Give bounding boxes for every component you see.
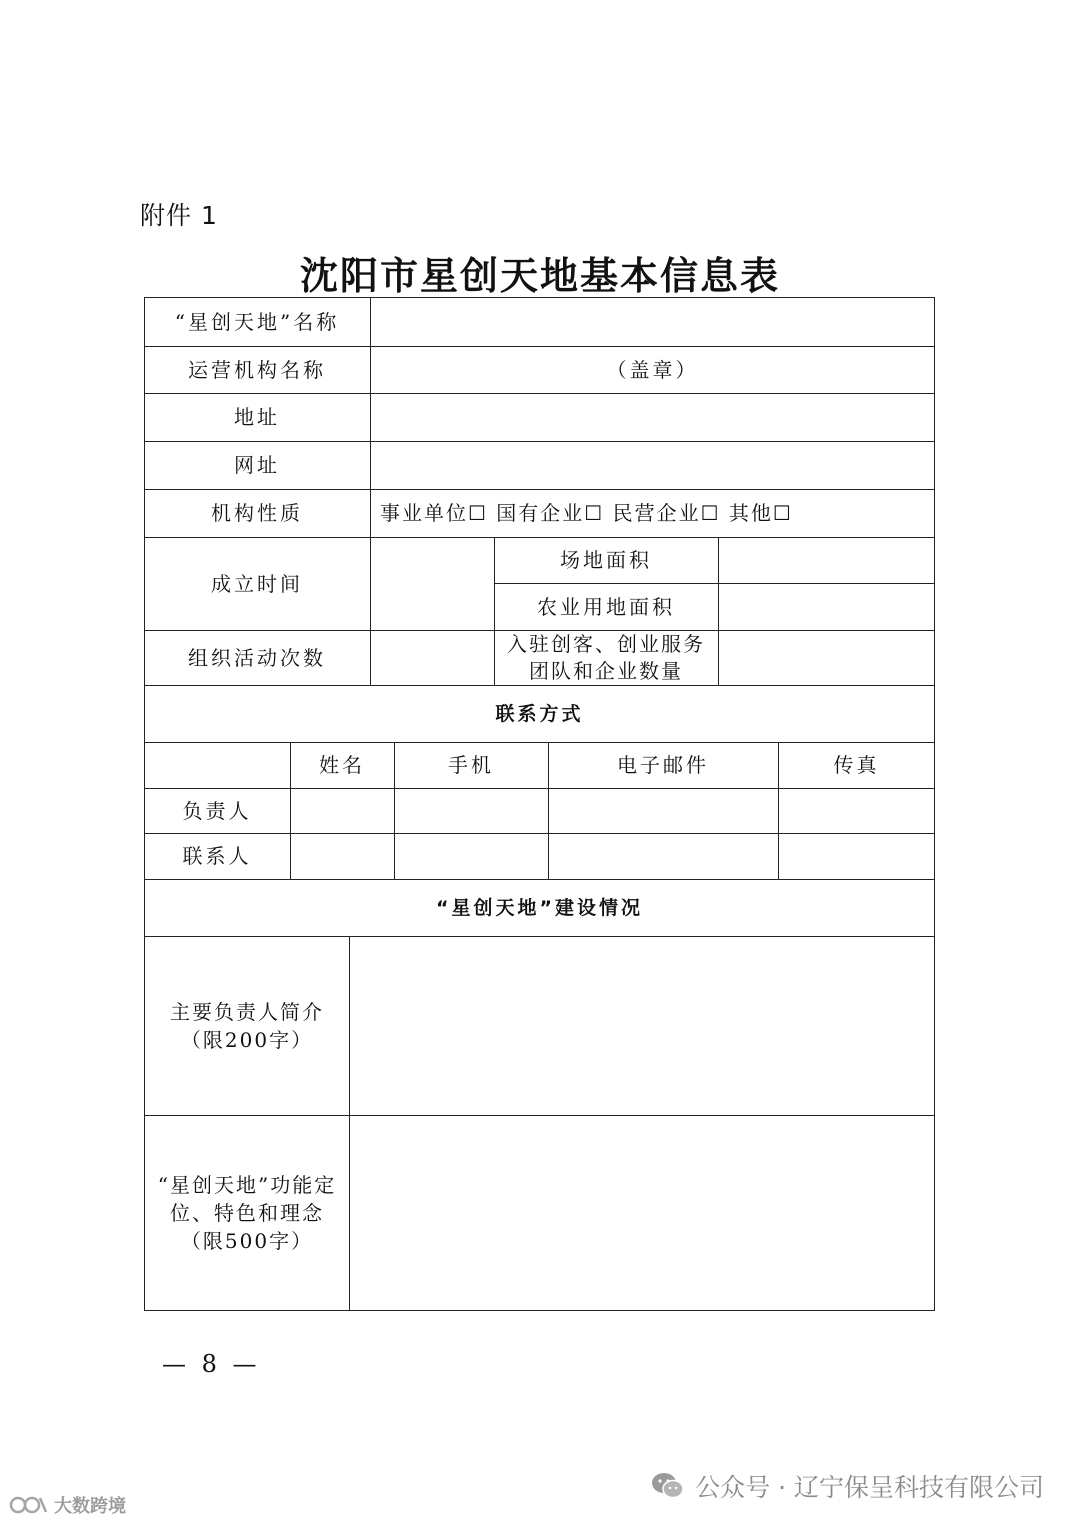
label-leader-intro: 主要负责人简介（限200字）: [170, 999, 324, 1052]
column-header-fax: 传真: [833, 753, 880, 777]
field-activities[interactable]: [370, 630, 494, 685]
field-name[interactable]: [370, 297, 935, 346]
section-contact: 联系方式: [495, 702, 584, 725]
field-farm-area[interactable]: [718, 583, 935, 630]
page-number: — 8 —: [162, 1350, 261, 1378]
column-header-mobile: 手机: [448, 753, 494, 777]
field-leader-intro[interactable]: [349, 936, 935, 1115]
label-name: “星创天地”名称: [174, 309, 340, 334]
field-contact-mobile[interactable]: [394, 833, 548, 879]
field-site-area[interactable]: [718, 537, 935, 583]
field-charge-fax[interactable]: [778, 788, 935, 833]
column-header-name: 姓名: [319, 753, 365, 777]
watermark-right-text: 公众号 · 辽宁保呈科技有限公司: [695, 1473, 1044, 1502]
nature-checkbox-options[interactable]: 事业单位☐ 国有企业☐ 民营企业☐ 其他☐: [380, 501, 793, 525]
field-contact-name[interactable]: [290, 833, 394, 879]
label-teams: 入驻创客、创业服务团队和企业数量: [507, 631, 705, 683]
column-header-email: 电子邮件: [617, 753, 709, 777]
watermark-brand: [8, 1492, 126, 1518]
brand-logo-icon: [8, 1494, 48, 1516]
field-charge-email[interactable]: [548, 788, 778, 833]
section-construction: “星创天地”建设情况: [436, 896, 643, 919]
field-website[interactable]: [370, 441, 935, 489]
field-charge-name[interactable]: [290, 788, 394, 833]
label-farm-area: 农业用地面积: [537, 594, 675, 619]
field-positioning[interactable]: [349, 1115, 935, 1311]
field-founded[interactable]: [370, 537, 494, 630]
field-contact-email[interactable]: [548, 833, 778, 879]
field-teams[interactable]: [718, 630, 935, 685]
watermark-official-account: [651, 1468, 1044, 1504]
row-label-contact-person: 联系人: [182, 844, 252, 868]
wechat-icon: [651, 1471, 685, 1501]
watermark-left-text: 大数跨境: [54, 1496, 126, 1517]
attachment-label: 附件 1: [140, 201, 218, 230]
form-title: 沈阳市星创天地基本信息表: [299, 253, 780, 298]
label-website: 网址: [234, 453, 280, 477]
field-address[interactable]: [370, 393, 935, 441]
label-site-area: 场地面积: [560, 548, 652, 572]
label-address: 地址: [234, 405, 280, 429]
field-operator-seal[interactable]: （盖章）: [606, 357, 699, 382]
label-operator: 运营机构名称: [188, 357, 326, 382]
label-activities: 组织活动次数: [188, 645, 326, 670]
row-label-person-in-charge: 负责人: [182, 798, 252, 823]
field-charge-mobile[interactable]: [394, 788, 548, 833]
label-positioning: “星创天地”功能定位、特色和理念（限500字）: [157, 1173, 337, 1253]
label-founded: 成立时间: [211, 571, 303, 596]
field-contact-fax[interactable]: [778, 833, 935, 879]
label-nature: 机构性质: [211, 501, 303, 525]
